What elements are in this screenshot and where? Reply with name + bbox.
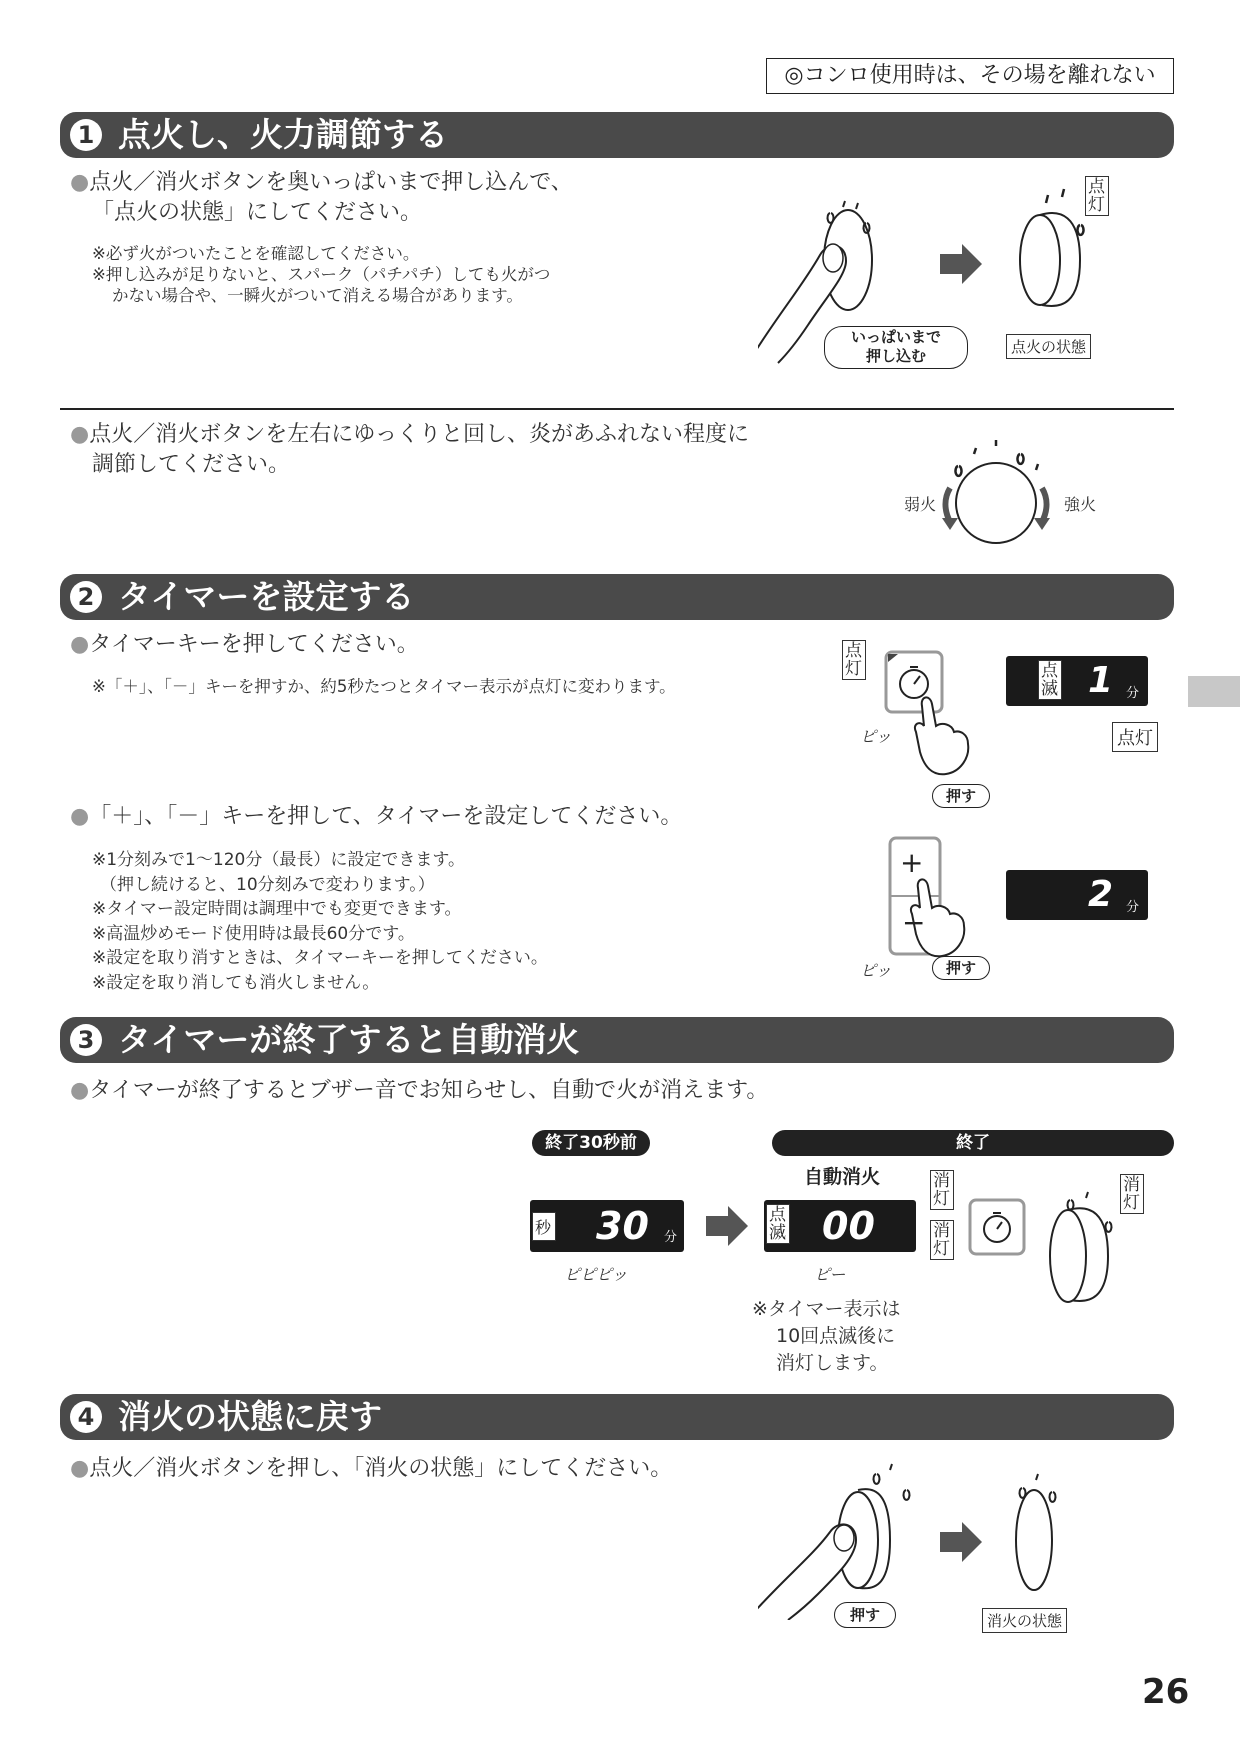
timer-digits: 1 (1088, 660, 1114, 701)
section-title: タイマーが終了すると自動消火 (118, 1020, 580, 1059)
s2-bullet-2: ●「＋」、「－」キーを押して、タイマーを設定してください。 (70, 804, 683, 829)
minute-unit: 分 (1126, 686, 1140, 701)
weak-fire-label: 弱火 (904, 495, 937, 514)
timer-digits: 00 (822, 1204, 875, 1248)
safety-warning: ◎コンロ使用時は、その場を離れない (766, 58, 1174, 94)
section-title: 点火し、火力調節する (118, 115, 448, 154)
section-title: 消火の状態に戻す (118, 1397, 382, 1436)
section-2-header (60, 574, 1174, 620)
section-number: 4 (70, 1401, 102, 1433)
knob-extinguished-illustration (1000, 1470, 1080, 1600)
chapter-tab (1188, 676, 1240, 707)
finger-press-knob-illustration (758, 1460, 918, 1620)
beep-label: ピピピッ (564, 1265, 628, 1284)
s3-display-note: ※タイマー表示は 10回点滅後に 消灯します。 (752, 1298, 901, 1374)
s1-bullet-2: ●点火／消火ボタンを左右にゆっくりと回し、炎があふれない程度に 調節してください。 (70, 422, 749, 477)
timer-key-illustration (880, 648, 990, 778)
minus-key: − (902, 906, 926, 939)
timer-digits: 2 (1088, 874, 1114, 915)
section-4-header (60, 1394, 1174, 1440)
strong-fire-label: 強火 (1064, 495, 1097, 514)
press-label: 押す (834, 1602, 896, 1628)
timer-display (1006, 870, 1148, 920)
timer-display-end (764, 1200, 916, 1252)
lit-state-label: 点灯 (1112, 722, 1158, 752)
knob-extinguished-illustration (1046, 1186, 1126, 1306)
arrow-right-icon (706, 1206, 750, 1246)
arrow-right-icon (940, 244, 984, 284)
section-1-header (60, 112, 1174, 158)
press-full-label: いっぱいまで 押し込む (824, 326, 968, 369)
s4-bullet-1: ●点火／消火ボタンを押し、「消火の状態」にしてください。 (70, 1456, 673, 1481)
timer-display (1006, 656, 1148, 706)
seconds-indicator-label: 秒 (532, 1212, 556, 1241)
beep-label: ピッ (860, 727, 892, 746)
s2-notes: ※1分刻みで1～120分（最長）に設定できます。 （押し続けると、10分刻みで変わります。） ※タイマー設定時間は調理中でも変更できます。 ※高温炒めモード使用時は最長60分です。 ※設定を取り消すときは、タイマーキーを押してください。 ※設定を取り消しても消火しません。 (92, 850, 548, 993)
timer-key-icon (966, 1196, 1028, 1260)
extinguished-state-label: 消火の状態 (982, 1608, 1067, 1633)
press-label: 押す (932, 784, 990, 808)
off-indicator-label: 消 灯 (930, 1220, 954, 1260)
arrow-right-icon (940, 1522, 984, 1562)
auto-off-label: 自動消火 (804, 1166, 881, 1188)
minute-unit: 分 (664, 1230, 678, 1245)
section-number: 1 (70, 119, 102, 151)
timer-digits: 30 (596, 1204, 649, 1248)
section-title: タイマーを設定する (118, 577, 415, 616)
end-label: 終了 (772, 1130, 1174, 1156)
before-end-label: 終了30秒前 (532, 1130, 650, 1156)
s2-note-1: ※「＋」、「－」キーを押すか、約5秒たつとタイマー表示が点灯に変わります。 (92, 677, 676, 696)
lit-indicator-label: 点 灯 (842, 640, 866, 680)
page-number: 26 (1142, 1672, 1190, 1712)
section-3-header (60, 1017, 1174, 1063)
plus-key: + (900, 846, 924, 879)
s1-bullet-1: ●点火／消火ボタンを奥いっぱいまで押し込んで、 「点火の状態」にしてください。 (70, 170, 573, 225)
divider (60, 408, 1174, 410)
off-indicator-label: 消 灯 (1120, 1174, 1144, 1214)
s1-notes: ※必ず火がついたことを確認してください。 ※押し込みが足りないと、スパーク（パチパチ）しても火がつ かない場合や、一瞬火がついて消える場合があります。 (92, 244, 551, 305)
s2-bullet-1: ●タイマーキーを押してください。 (70, 632, 419, 657)
minute-unit: 分 (1126, 900, 1140, 915)
blink-indicator-label: 点 滅 (1038, 660, 1062, 700)
blink-indicator-label: 点 滅 (766, 1204, 790, 1244)
s3-bullet-1: ●タイマーが終了するとブザー音でお知らせし、自動で火が消えます。 (70, 1078, 769, 1103)
lit-indicator-label: 点 灯 (1085, 176, 1109, 216)
timer-display-before (530, 1200, 684, 1252)
ignited-state-label: 点火の状態 (1006, 334, 1091, 359)
section-number: 3 (70, 1024, 102, 1056)
section-number: 2 (70, 581, 102, 613)
off-indicator-label: 消 灯 (930, 1170, 954, 1210)
dial-rotate-illustration (936, 438, 1056, 548)
press-label: 押す (932, 956, 990, 980)
beep-label: ピー (814, 1265, 846, 1284)
beep-label: ピッ (860, 961, 892, 980)
